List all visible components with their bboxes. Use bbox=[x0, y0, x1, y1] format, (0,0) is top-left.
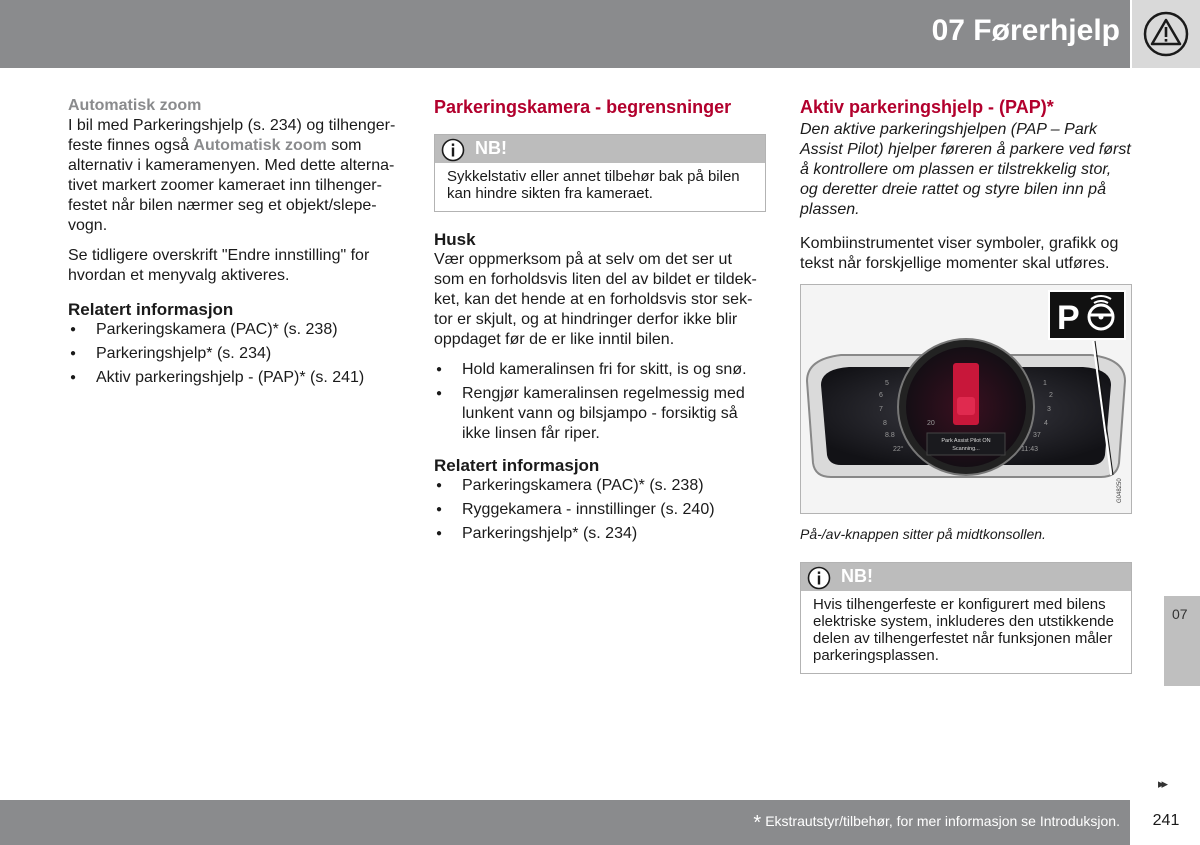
status-line: Park Assist Pilot ON bbox=[941, 438, 991, 444]
status-line: Scanning... bbox=[952, 446, 980, 452]
gauge-number: 4 bbox=[1044, 420, 1048, 427]
figure-caption: På-/av-knappen sitter på midtkonsollen. bbox=[800, 526, 1046, 542]
related-list bbox=[434, 476, 766, 544]
intro-paragraph: Den aktive parkeringshjelpen (PAP – Park Assist Pilot) hjelper føreren å parkere ved først å kontrollere om plassen er tilstrekkelig stor, og deretter dreie rattet og styre bilen inn på plassen. bbox=[800, 121, 1131, 218]
care-list bbox=[434, 360, 766, 444]
gauge-number: 8 bbox=[883, 420, 887, 427]
note-label: NB! bbox=[841, 566, 873, 586]
asterisk: * bbox=[753, 812, 762, 834]
husk-paragraph: Vær oppmerksom på at selv om det ser ut som en forholdsvis liten del av bildet er tildek-ket, kan det hende at en forholdsvis stor sek-tor er skjult, og at hindringer derfor ikke blir oppdaget før de er like inntil bilen. bbox=[434, 251, 757, 348]
info-icon bbox=[807, 566, 831, 590]
related-heading: Relatert informasjon bbox=[434, 456, 600, 475]
gauge-number: 6 bbox=[879, 392, 883, 399]
note-label: NB! bbox=[475, 138, 507, 158]
chapter-number: 07 bbox=[1172, 606, 1188, 622]
paragraph-settings: Se tidligere overskrift "Endre innstilling" for hvordan et menyvalg aktiveres. bbox=[68, 247, 370, 284]
section-heading: Aktiv parkeringshjelp - (PAP)* bbox=[800, 97, 1054, 117]
note-header bbox=[801, 563, 1131, 591]
related-list bbox=[68, 320, 408, 388]
chapter-side-tab bbox=[1164, 596, 1200, 686]
gauge-number: 20 bbox=[927, 420, 935, 427]
text-run: I bil med Parkeringshjelp (s. 234) og tilhenger-feste finnes også bbox=[68, 117, 396, 154]
gauge-number: 8.8 bbox=[885, 432, 895, 439]
related-link[interactable]: ● Parkeringshjelp* (s. 234) bbox=[434, 524, 766, 544]
note-text: Hvis tilhengerfeste er konfigurert med bilens elektriske system, inkluderes den utstikkende delen av tilhengerfestet når funksjonen måler parkeringsplassen. bbox=[813, 596, 1114, 664]
footer-note bbox=[753, 812, 1120, 835]
note-header bbox=[435, 135, 765, 163]
column-middle bbox=[434, 96, 766, 548]
info-icon bbox=[441, 138, 465, 162]
svg-text:P: P bbox=[1057, 299, 1080, 337]
husk-heading: Husk bbox=[434, 230, 476, 249]
column-left bbox=[68, 96, 408, 392]
note-text: Sykkelstativ eller annet tilbehør bak på bilen kan hindre sikten fra kameraet. bbox=[447, 168, 740, 202]
chapter-title: 07 Førerhjelp bbox=[931, 14, 1120, 47]
gauge-number: 11:43 bbox=[1021, 446, 1038, 453]
related-link[interactable]: ● Ryggekamera - innstillinger (s. 240) bbox=[434, 500, 766, 520]
related-link[interactable]: ● Aktiv parkeringshjelp - (PAP)* (s. 241) bbox=[68, 368, 408, 388]
text-run: som alternativ i kameramenyen. Med dette alterna-tivet markert zoomer kameraet inn tilhenger-festet når bilen nærmer seg et objekt/slepe-vogn. bbox=[68, 137, 395, 234]
continue-arrow-icon: ▸▸ bbox=[1158, 776, 1166, 791]
list-item: ● Hold kameralinsen fri for skitt, is og snø. bbox=[434, 360, 766, 380]
page-number: 241 bbox=[1152, 812, 1180, 829]
note-box bbox=[800, 562, 1132, 674]
paragraph-instrument: Kombiinstrumentet viser symboler, grafikk og tekst når forskjellige momenter skal utføres. bbox=[800, 235, 1119, 272]
gauge-number: 3 bbox=[1047, 406, 1051, 413]
related-heading: Relatert informasjon bbox=[68, 300, 234, 319]
related-link[interactable]: ● Parkeringskamera (PAC)* (s. 238) bbox=[434, 476, 766, 496]
section-subheading: Automatisk zoom bbox=[68, 97, 202, 114]
warning-triangle-icon bbox=[1142, 10, 1190, 58]
paragraph-auto-zoom bbox=[68, 116, 408, 236]
list-item: ● Rengjør kameralinsen regelmessig med lunkent vann og bilsjampo - forsiktig så ikke linsen får riper. bbox=[434, 384, 766, 444]
footer-text: Ekstrautstyr/tilbehør, for mer informasjon se Introduksjon. bbox=[765, 813, 1120, 829]
gauge-number: 37 bbox=[1033, 432, 1041, 439]
related-link[interactable]: ● Parkeringshjelp* (s. 234) bbox=[68, 344, 408, 364]
gauge-number: 22° bbox=[893, 446, 904, 453]
chapter-icon-box bbox=[1132, 0, 1200, 68]
gauge-number: 7 bbox=[879, 406, 883, 413]
gauge-number: 5 bbox=[885, 380, 889, 387]
column-right bbox=[800, 96, 1132, 692]
instrument-cluster-figure bbox=[800, 284, 1132, 514]
section-heading: Parkeringskamera - begrensninger bbox=[434, 97, 732, 117]
figure-code: G048250 bbox=[1117, 478, 1123, 503]
related-link[interactable]: ● Parkeringskamera (PAC)* (s. 238) bbox=[68, 320, 408, 340]
gauge-number: 1 bbox=[1043, 380, 1047, 387]
instrument-cluster-illustration bbox=[801, 285, 1131, 513]
menu-option-label: Automatisk zoom bbox=[193, 137, 327, 154]
gauge-number: 2 bbox=[1049, 392, 1053, 399]
note-box bbox=[434, 134, 766, 212]
